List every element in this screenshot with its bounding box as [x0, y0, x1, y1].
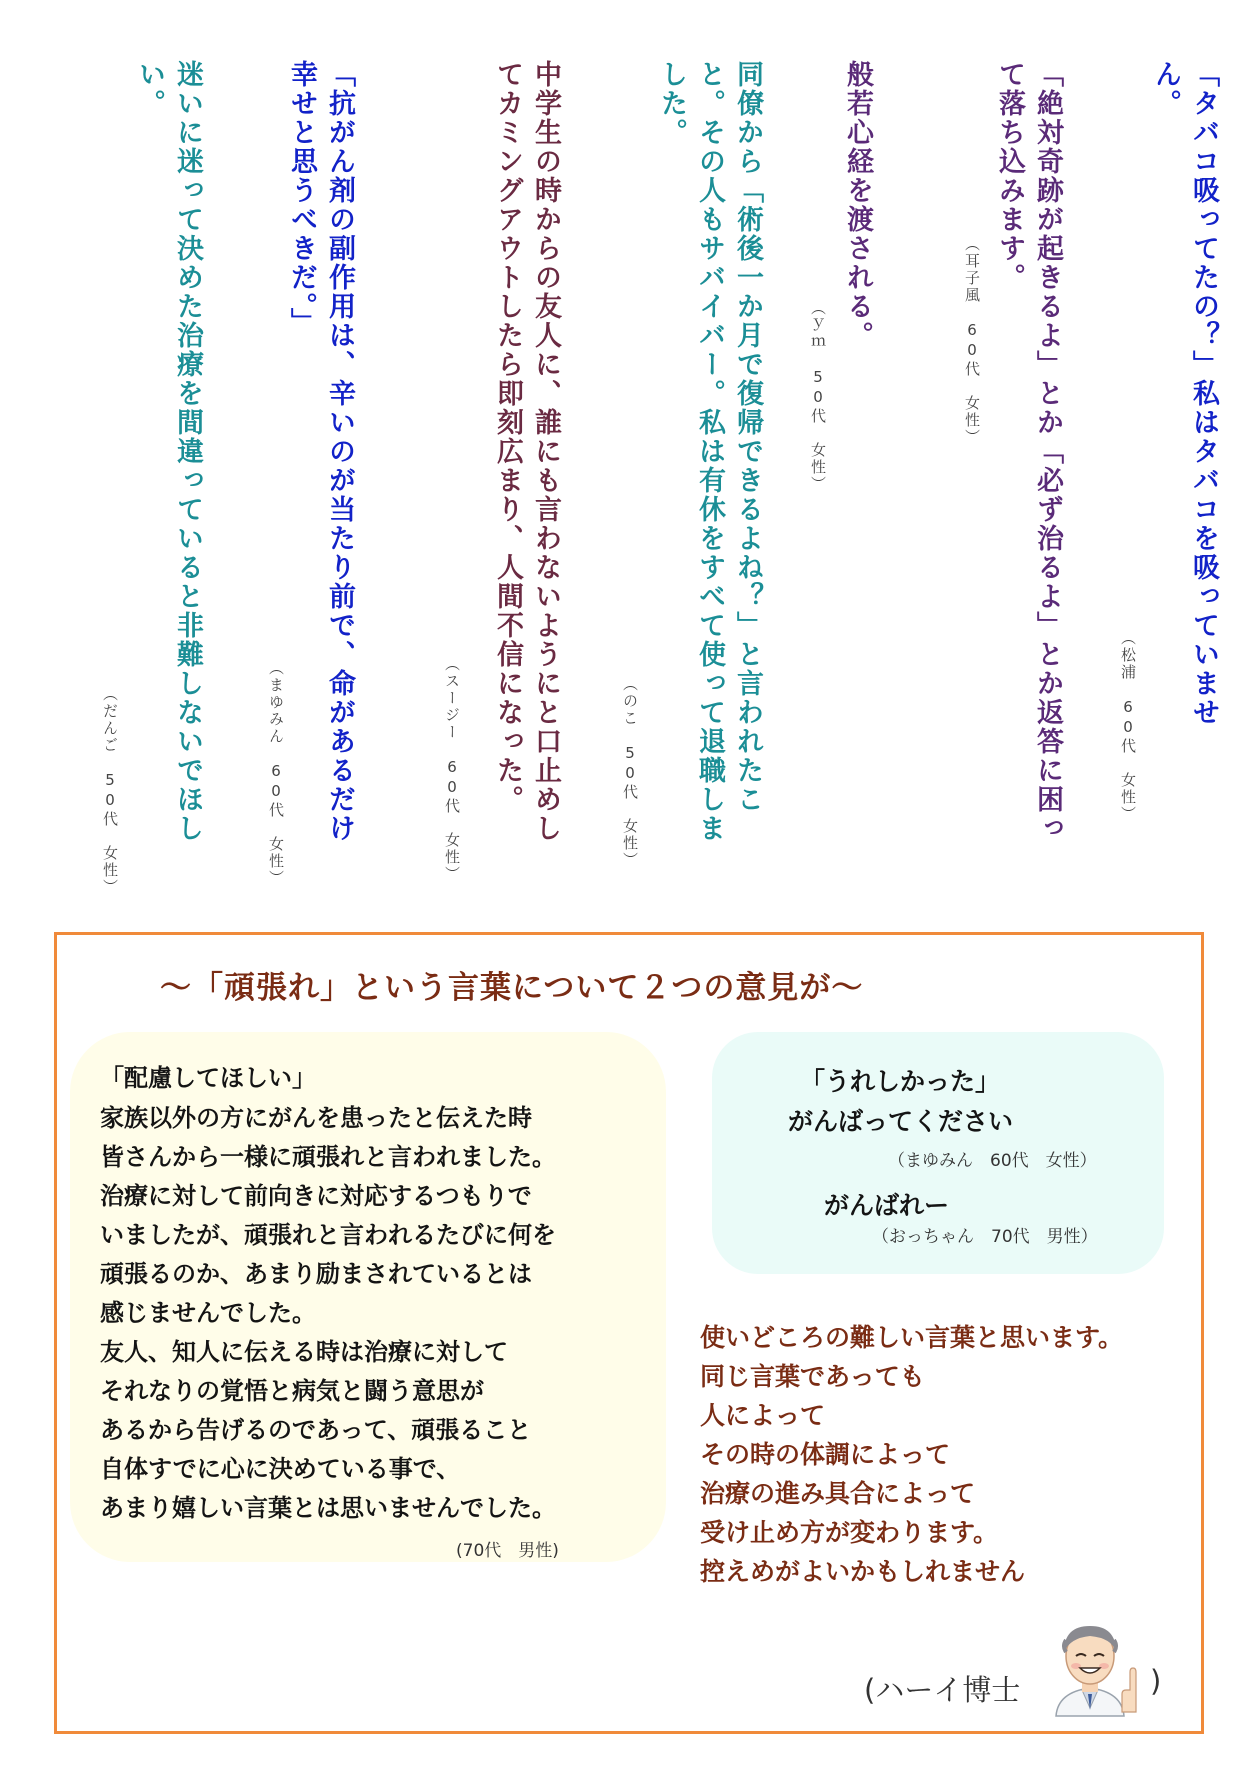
- left-opinion-title: 「配慮してほしい」: [100, 1064, 316, 1092]
- advice-line: 同じ言葉であっても: [700, 1362, 925, 1391]
- quote-1: 「タバコ吸ってたの？」私はタバコを吸っていません。: [1150, 60, 1219, 727]
- quote-7-attribution: （だんご 50代 女性）: [101, 686, 119, 896]
- quote-7: 迷いに迷って決めた治療を間違っていると非難しないでほしい。: [134, 60, 203, 843]
- advice-line: その時の体調によって: [700, 1440, 951, 1469]
- left-opinion-line: 頑張るのか、あまり励まされているとは: [100, 1260, 532, 1288]
- quote-3: 般若心経を渡される。: [842, 60, 873, 350]
- quote-3-attribution: （ｙｍ 50代 女性）: [809, 300, 827, 493]
- section-heading: 〜「頑張れ」という言葉について２つの意見が〜: [160, 970, 864, 1006]
- right-opinion-attribution-1: （まゆみん 60代 女性）: [888, 1151, 1097, 1171]
- left-opinion-line: 家族以外の方にがんを患ったと伝えた時: [100, 1104, 532, 1132]
- quote-2: 「絶対奇跡が起きるよ」とか「必ず治るよ」とか返答に困って落ち込みます。: [994, 60, 1063, 843]
- quote-4: 同僚から「術後一か月で復帰できるよね？」と言われたこと。その人もサバイバー。私は有休をすべて使って退職しました。: [656, 60, 763, 843]
- left-opinion-line: 友人、知人に伝える時は治療に対して: [100, 1338, 508, 1366]
- left-opinion-line: いましたが、頑張れと言われるたびに何を: [100, 1221, 556, 1249]
- left-opinion-line: あまり嬉しい言葉とは思いませんでした。: [100, 1494, 556, 1522]
- advice-line: 人によって: [700, 1401, 826, 1430]
- quote-6-attribution: （まゆみん 60代 女性）: [267, 660, 285, 887]
- quote-5-attribution: （スージー 60代 女性）: [443, 656, 461, 883]
- signature-close: ): [1150, 1664, 1162, 1698]
- signature: (ハーイ博士: [864, 1673, 1021, 1707]
- right-opinion-line-2: がんばれー: [824, 1191, 950, 1220]
- left-opinion-line: あるから告げるのであって、頑張ること: [100, 1416, 532, 1444]
- left-opinion-attribution: (70代 男性): [456, 1541, 559, 1561]
- advice-text: [700, 1318, 1123, 1591]
- opinion-bubble-left: [70, 1032, 666, 1562]
- left-opinion-line: 自体すでに心に決めている事で、: [100, 1455, 461, 1483]
- right-opinion-line-1: がんばってください: [788, 1107, 1014, 1136]
- advice-line: 治療の進み具合によって: [700, 1479, 976, 1508]
- doctor-icon: [1042, 1612, 1138, 1718]
- right-opinion-attribution-2: （おっちゃん 70代 男性）: [872, 1227, 1098, 1247]
- left-opinion-line: 感じませんでした。: [100, 1299, 316, 1327]
- advice-line: 使いどころの難しい言葉と思います。: [700, 1323, 1124, 1352]
- advice-line: 受け止め方が変わります。: [700, 1518, 999, 1547]
- left-opinion-line: それなりの覚悟と病気と闘う意思が: [100, 1377, 484, 1405]
- quote-4-attribution: （のこ 50代 女性）: [621, 676, 639, 869]
- quote-5: 中学生の時からの友人に、誰にも言わないようにと口止めしてカミングアウトしたら即刻広まり、人間不信になった。: [492, 60, 561, 843]
- right-opinion-title: 「うれしかった」: [800, 1067, 1001, 1096]
- left-opinion-line: 治療に対して前向きに対応するつもりで: [100, 1182, 532, 1210]
- left-opinion-line: 皆さんから一様に頑張れと言われました。: [100, 1143, 556, 1171]
- quote-1-attribution: （松浦 60代 女性）: [1119, 630, 1137, 823]
- advice-line: 控えめがよいかもしれません: [700, 1557, 1026, 1586]
- quote-6: 「抗がん剤の副作用は、辛いのが当たり前で、命があるだけ幸せと思うべきだ。」: [286, 60, 355, 843]
- quote-2-attribution: （耳子風 60代 女性）: [963, 236, 981, 446]
